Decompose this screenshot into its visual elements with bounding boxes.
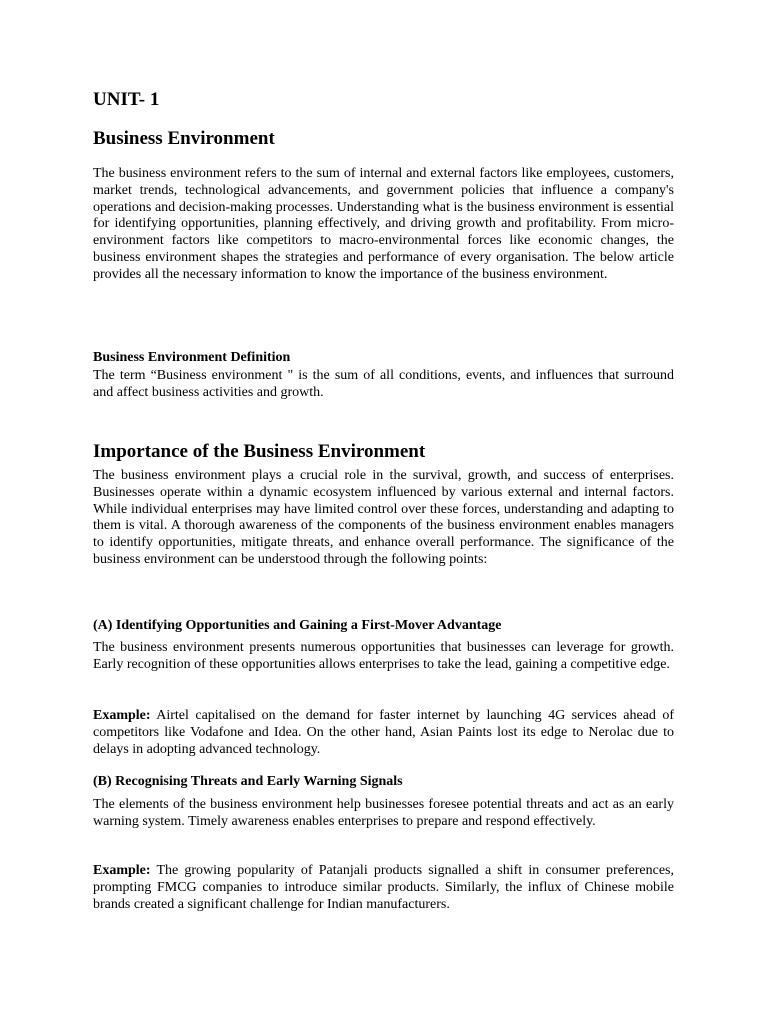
definition-paragraph: The term “Business environment " is the sum of all conditions, events, and influences that surround and affect business activities and growth. — [93, 368, 674, 400]
importance-heading: Importance of the Business Environment — [93, 441, 426, 462]
point-a-example-label: Example: — [93, 708, 151, 723]
point-a-example — [93, 708, 674, 758]
intro-paragraph: The business environment refers to the sum of internal and external factors like employees, customers, market trends, technological advancements, and government policies that influence a company's operations and decision-making processes. Understanding what is the business environment is essential for identifying opportunities, planning effectively, and driving growth and profitability. From micro-environment factors like competitors to macro-environmental forces like economic changes, the business environment shapes the strategies and performance of every organisation. The below article provides all the necessary information to know the importance of the business environment. — [93, 166, 674, 282]
importance-paragraph: The business environment plays a crucial role in the survival, growth, and success of enterprises. Businesses operate within a dynamic ecosystem influenced by various external and internal factors. While individual enterprises may have limited control over these forces, understanding and adapting to them is vital. A thorough awareness of the components of the business environment enables managers to identify opportunities, mitigate threats, and enhance overall performance. The significance of the business environment can be understood through the following points: — [93, 468, 674, 567]
point-a-paragraph: The business environment presents numerous opportunities that businesses can leverage for growth. Early recognition of these opportunities allows enterprises to take the lead, gaining a competitive edge. — [93, 640, 674, 672]
section-title: Business Environment — [93, 128, 275, 149]
point-b-heading: (B) Recognising Threats and Early Warning Signals — [93, 774, 403, 789]
definition-heading: Business Environment Definition — [93, 350, 291, 365]
unit-title: UNIT- 1 — [93, 89, 160, 110]
point-b-paragraph: The elements of the business environment help businesses foresee potential threats and act as an early warning system. Timely awareness enables enterprises to prepare and respond effectively. — [93, 797, 674, 829]
point-b-example-text: The growing popularity of Patanjali products signalled a shift in consumer preferences, prompting FMCG companies to introduce similar products. Similarly, the influx of Chinese mobile brands created a significant challenge for Indian manufacturers. — [93, 863, 674, 912]
point-b-example-label: Example: — [93, 863, 151, 878]
point-a-heading: (A) Identifying Opportunities and Gaining a First-Mover Advantage — [93, 618, 502, 633]
point-b-example — [93, 863, 674, 913]
point-a-example-text: Airtel capitalised on the demand for faster internet by launching 4G services ahead of competitors like Vodafone and Idea. On the other hand, Asian Paints lost its edge to Nerolac due to delays in adopting advanced technology. — [93, 708, 674, 757]
